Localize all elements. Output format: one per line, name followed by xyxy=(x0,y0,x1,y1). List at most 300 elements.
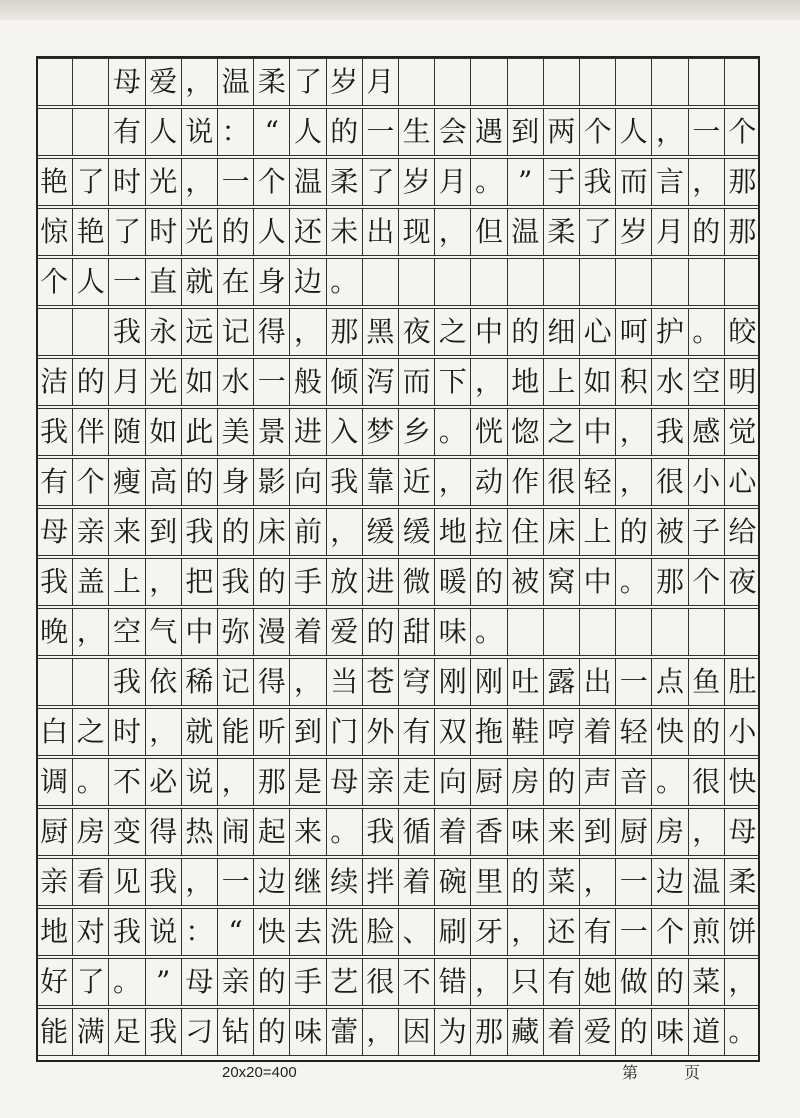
grid-cell: 她 xyxy=(579,959,615,1005)
grid-cell: 个 xyxy=(724,109,760,155)
grid-cell: 亲 xyxy=(40,865,69,898)
grid-cell: 中 xyxy=(579,559,615,605)
grid-cell: 缓 xyxy=(398,509,434,555)
text-row xyxy=(36,558,760,606)
grid-cell: 艺 xyxy=(326,959,362,1005)
grid-cell: 身 xyxy=(217,459,253,505)
grid-cell: 月 xyxy=(651,209,687,255)
grid-cell: 听 xyxy=(253,709,289,755)
grid-cell: 我 xyxy=(181,509,217,555)
grid-cell: 梦 xyxy=(362,409,398,455)
grid-cell: 有 xyxy=(579,909,615,955)
grid-cell: ” xyxy=(145,959,181,1005)
grid-cell: 温 xyxy=(688,859,724,905)
grid-cell: 那 xyxy=(724,159,760,205)
grid-cell: 光 xyxy=(145,159,181,205)
grid-cell: 我 xyxy=(217,559,253,605)
grid-cell: 的 xyxy=(217,509,253,555)
grid-cell: 温 xyxy=(507,209,543,255)
grid-cell: 高 xyxy=(145,459,181,505)
grid-cell: 的 xyxy=(217,209,253,255)
grid-cell: 煎 xyxy=(688,909,724,955)
grid-cell: 母 xyxy=(108,59,144,105)
grid-cell: 水 xyxy=(217,359,253,405)
grid-cell: ， xyxy=(434,459,470,505)
text-row xyxy=(36,258,760,306)
grid-cell: 藏 xyxy=(507,1009,543,1055)
grid-cell: 不 xyxy=(398,959,434,1005)
grid-cell: 柔 xyxy=(253,59,289,105)
grid-cell: 个 xyxy=(40,265,69,298)
grid-cell: 刷 xyxy=(434,909,470,955)
grid-cell xyxy=(72,659,108,705)
grid-cell: 到 xyxy=(579,809,615,855)
grid-cell: 窝 xyxy=(543,559,579,605)
grid-cell: 在 xyxy=(217,259,253,305)
grid-cell: ， xyxy=(362,1009,398,1055)
grid-cell: 两 xyxy=(543,109,579,155)
grid-cell: 月 xyxy=(434,159,470,205)
grid-cell: 肚 xyxy=(724,659,760,705)
grid-cell: 现 xyxy=(398,209,434,255)
grid-cell: ， xyxy=(688,159,724,205)
grid-cell: 一 xyxy=(615,859,651,905)
grid-cell: 岁 xyxy=(398,159,434,205)
grid-cell: 鱼 xyxy=(688,659,724,705)
grid-cell: 床 xyxy=(253,509,289,555)
grid-cell: 稀 xyxy=(181,659,217,705)
grid-cell: 直 xyxy=(145,259,181,305)
grid-cell: 生 xyxy=(398,109,434,155)
grid-cell: 一 xyxy=(217,159,253,205)
grid-cell: 弥 xyxy=(217,609,253,655)
grid-cell: 去 xyxy=(289,909,325,955)
grid-cell: 到 xyxy=(507,109,543,155)
grid-cell: 而 xyxy=(398,359,434,405)
grid-cell: 爱 xyxy=(326,609,362,655)
grid-cell: 的 xyxy=(470,559,506,605)
grid-cell: 里 xyxy=(470,859,506,905)
paper-top-edge xyxy=(0,0,800,20)
grid-cell: 于 xyxy=(543,159,579,205)
grid-cell: 的 xyxy=(362,609,398,655)
grid-cell: 被 xyxy=(651,509,687,555)
grid-cell: 房 xyxy=(507,759,543,805)
grid-cell: 岁 xyxy=(326,59,362,105)
grid-cell xyxy=(507,609,543,655)
grid-cell: 的 xyxy=(253,1009,289,1055)
text-row xyxy=(36,658,760,706)
grid-cell xyxy=(579,59,615,105)
text-row xyxy=(36,158,760,206)
grid-cell: 边 xyxy=(651,859,687,905)
grid-cell: 但 xyxy=(470,209,506,255)
grid-cell: ， xyxy=(217,759,253,805)
grid-cell: 黑 xyxy=(362,309,398,355)
grid-cell: 。 xyxy=(72,759,108,805)
grid-cell: 了 xyxy=(362,159,398,205)
grid-cell: 放 xyxy=(326,559,362,605)
grid-cell: 得 xyxy=(253,309,289,355)
grid-cell: 温 xyxy=(289,159,325,205)
grid-cell: 般 xyxy=(289,359,325,405)
grid-cell: 母 xyxy=(181,959,217,1005)
grid-cell: 有 xyxy=(398,709,434,755)
grid-cell: ： xyxy=(181,909,217,955)
grid-cell: 不 xyxy=(108,759,144,805)
grid-cell: 记 xyxy=(217,659,253,705)
grid-cell: 吐 xyxy=(507,659,543,705)
grid-cell: 漫 xyxy=(253,609,289,655)
grid-cell: 岁 xyxy=(615,209,651,255)
grid-cell: 香 xyxy=(470,809,506,855)
grid-cell: 景 xyxy=(253,409,289,455)
grid-cell: 必 xyxy=(145,759,181,805)
grid-cell xyxy=(724,259,760,305)
text-row xyxy=(36,958,760,1006)
grid-cell: 一 xyxy=(108,259,144,305)
grid-cell: 如 xyxy=(579,359,615,405)
grid-cell xyxy=(579,609,615,655)
grid-cell xyxy=(615,59,651,105)
grid-cell: 永 xyxy=(145,309,181,355)
text-row xyxy=(36,408,760,456)
grid-cell: 盖 xyxy=(72,559,108,605)
grid-cell xyxy=(470,59,506,105)
grid-cell: 爱 xyxy=(145,59,181,105)
page-number-label xyxy=(622,1060,700,1083)
grid-cell: 之 xyxy=(434,309,470,355)
grid-cell: 随 xyxy=(108,409,144,455)
grid-cell: 缓 xyxy=(362,509,398,555)
grid-cell: 轻 xyxy=(579,459,615,505)
grid-cell: 为 xyxy=(434,1009,470,1055)
grid-cell: “ xyxy=(253,109,289,155)
grid-cell: 双 xyxy=(434,709,470,755)
grid-cell: 调 xyxy=(40,765,69,798)
grid-cell: 着 xyxy=(579,709,615,755)
grid-cell: 母 xyxy=(40,515,69,548)
grid-cell: 厨 xyxy=(40,815,69,848)
grid-cell: ， xyxy=(688,809,724,855)
grid-cell: 而 xyxy=(615,159,651,205)
grid-cell: 地 xyxy=(507,359,543,405)
grid-cell: 。 xyxy=(326,259,362,305)
grid-cell: 我 xyxy=(40,415,69,448)
grid-cell: 到 xyxy=(289,709,325,755)
grid-cell: 。 xyxy=(434,409,470,455)
grid-cell: 我 xyxy=(579,159,615,205)
grid-cell: 快 xyxy=(253,909,289,955)
grid-cell: ， xyxy=(507,909,543,955)
grid-cell: 有 xyxy=(543,959,579,1005)
grid-cell xyxy=(36,59,72,105)
grid-cell: 时 xyxy=(108,159,144,205)
grid-cell: ， xyxy=(181,859,217,905)
grid-cell: 未 xyxy=(326,209,362,255)
grid-cell: 脸 xyxy=(362,909,398,955)
grid-cell: ， xyxy=(651,109,687,155)
grid-cell: 那 xyxy=(470,1009,506,1055)
grid-cell xyxy=(724,59,760,105)
grid-cell: 很 xyxy=(543,459,579,505)
grid-cell: 说 xyxy=(145,909,181,955)
grid-cell xyxy=(543,59,579,105)
grid-cell: 见 xyxy=(108,859,144,905)
grid-cell: 倾 xyxy=(326,359,362,405)
grid-cell: 菜 xyxy=(543,859,579,905)
grid-cell: 我 xyxy=(108,659,144,705)
grid-cell: ， xyxy=(470,359,506,405)
grid-cell: 动 xyxy=(470,459,506,505)
grid-cell: 个 xyxy=(253,159,289,205)
title-row xyxy=(36,58,760,106)
grid-cell xyxy=(36,659,72,705)
grid-cell: 影 xyxy=(253,459,289,505)
grid-cell: 一 xyxy=(253,359,289,405)
grid-cell: 了 xyxy=(289,59,325,105)
grid-cell: 继 xyxy=(289,859,325,905)
grid-cell: 中 xyxy=(181,609,217,655)
grid-cell: 柔 xyxy=(543,209,579,255)
grid-cell: 我 xyxy=(145,859,181,905)
text-row xyxy=(36,208,760,256)
grid-cell xyxy=(398,259,434,305)
grid-cell: 的 xyxy=(253,559,289,605)
grid-cell: 亲 xyxy=(362,759,398,805)
grid-cell: ， xyxy=(145,559,181,605)
grid-cell: 是 xyxy=(289,759,325,805)
grid-cell: 艳 xyxy=(72,209,108,255)
grid-cell: 了 xyxy=(108,209,144,255)
grid-cell: 人 xyxy=(289,109,325,155)
text-row xyxy=(36,808,760,856)
grid-cell: 钻 xyxy=(217,1009,253,1055)
grid-cell: 的 xyxy=(326,109,362,155)
grid-cell: ， xyxy=(615,409,651,455)
grid-cell: 美 xyxy=(217,409,253,455)
grid-cell: 了 xyxy=(579,209,615,255)
grid-cell xyxy=(615,609,651,655)
grid-cell: 之 xyxy=(543,409,579,455)
grid-cell xyxy=(651,59,687,105)
grid-cell: 穹 xyxy=(398,659,434,705)
grid-cell: 月 xyxy=(362,59,398,105)
grid-cell: 空 xyxy=(108,609,144,655)
grid-cell: 足 xyxy=(108,1009,144,1055)
grid-cell: 快 xyxy=(724,759,760,805)
grid-cell: 哼 xyxy=(543,709,579,755)
grid-cell: 感 xyxy=(688,409,724,455)
grid-cell: 心 xyxy=(724,459,760,505)
grid-cell: 的 xyxy=(688,709,724,755)
grid-cell: 光 xyxy=(145,359,181,405)
grid-cell: 出 xyxy=(362,209,398,255)
grid-cell: 声 xyxy=(579,759,615,805)
grid-cell: 门 xyxy=(326,709,362,755)
grid-cell: 靠 xyxy=(362,459,398,505)
grid-cell: 一 xyxy=(688,109,724,155)
grid-cell xyxy=(398,59,434,105)
grid-cell: 入 xyxy=(326,409,362,455)
grid-cell: 。 xyxy=(470,609,506,655)
grid-cell: 。 xyxy=(108,959,144,1005)
grid-cell: 闹 xyxy=(217,809,253,855)
grid-cell: 明 xyxy=(724,359,760,405)
grid-cell: “ xyxy=(217,909,253,955)
grid-cell: 向 xyxy=(289,459,325,505)
grid-cell: 住 xyxy=(507,509,543,555)
grid-cell: 拌 xyxy=(362,859,398,905)
text-row xyxy=(36,308,760,356)
grid-cell: 那 xyxy=(326,309,362,355)
grid-cell: 当 xyxy=(326,659,362,705)
grid-cell: 。 xyxy=(615,559,651,605)
grid-cell: 瘦 xyxy=(108,459,144,505)
grid-cell: 的 xyxy=(72,359,108,405)
grid-cell: 热 xyxy=(181,809,217,855)
grid-cell: 还 xyxy=(289,209,325,255)
grid-cell: 很 xyxy=(688,759,724,805)
text-row xyxy=(36,708,760,756)
grid-cell: 的 xyxy=(507,309,543,355)
grid-cell: 人 xyxy=(253,209,289,255)
text-row xyxy=(36,1008,760,1056)
grid-cell: 的 xyxy=(651,959,687,1005)
grid-cell: 得 xyxy=(145,809,181,855)
grid-cell: 鞋 xyxy=(507,709,543,755)
grid-cell: 之 xyxy=(72,709,108,755)
grid-cell: 言 xyxy=(651,159,687,205)
grid-cell: 恍 xyxy=(470,409,506,455)
text-row xyxy=(36,358,760,406)
grid-cell: 把 xyxy=(181,559,217,605)
grid-cell: ： xyxy=(217,109,253,155)
grid-cell xyxy=(579,259,615,305)
grid-cell: 时 xyxy=(108,709,144,755)
grid-cell: ， xyxy=(470,959,506,1005)
grid-cell: 晚 xyxy=(40,615,69,648)
text-row xyxy=(36,608,760,656)
grid-cell: 白 xyxy=(40,715,69,748)
grid-cell: ， xyxy=(289,309,325,355)
grid-cell xyxy=(36,109,72,155)
grid-cell: 我 xyxy=(326,459,362,505)
grid-cell: 小 xyxy=(724,709,760,755)
grid-cell xyxy=(651,259,687,305)
grid-cell xyxy=(470,259,506,305)
grid-cell: 给 xyxy=(724,509,760,555)
grid-cell: 惊 xyxy=(40,215,69,248)
grid-cell: 如 xyxy=(145,409,181,455)
grid-cell: 音 xyxy=(615,759,651,805)
grid-cell: 心 xyxy=(579,309,615,355)
grid-cell: 走 xyxy=(398,759,434,805)
grid-cell: 有 xyxy=(40,465,69,498)
grid-cell: 变 xyxy=(108,809,144,855)
grid-cell: 。 xyxy=(326,809,362,855)
grid-cell: 。 xyxy=(651,759,687,805)
grid-cell: 水 xyxy=(651,359,687,405)
grid-cell: 的 xyxy=(253,959,289,1005)
grid-cell: ， xyxy=(615,459,651,505)
grid-cell: 进 xyxy=(289,409,325,455)
grid-cell: 那 xyxy=(651,559,687,605)
grid-cell: 夜 xyxy=(724,559,760,605)
grid-cell xyxy=(507,59,543,105)
grid-cell: 牙 xyxy=(470,909,506,955)
grid-cell: 道 xyxy=(688,1009,724,1055)
grid-cell: 一 xyxy=(615,909,651,955)
grid-cell: ， xyxy=(145,709,181,755)
grid-cell: 厨 xyxy=(615,809,651,855)
grid-cell: 点 xyxy=(651,659,687,705)
grid-cell: 个 xyxy=(688,559,724,605)
grid-cell: 。 xyxy=(470,159,506,205)
grid-cell: 皎 xyxy=(724,309,760,355)
grid-cell: 如 xyxy=(181,359,217,405)
grid-cell: 护 xyxy=(651,309,687,355)
grid-cell: 爱 xyxy=(579,1009,615,1055)
grid-cell: 起 xyxy=(253,809,289,855)
grid-cell: ， xyxy=(434,209,470,255)
grid-cell: 循 xyxy=(398,809,434,855)
grid-cell: 因 xyxy=(398,1009,434,1055)
grid-cell: 手 xyxy=(289,559,325,605)
grid-cell: 前 xyxy=(289,509,325,555)
grid-cell: 外 xyxy=(362,709,398,755)
grid-cell: 我 xyxy=(651,409,687,455)
grid-cell xyxy=(688,259,724,305)
grid-cell: 的 xyxy=(688,209,724,255)
grid-cell: 刁 xyxy=(181,1009,217,1055)
grid-cell xyxy=(434,59,470,105)
grid-cell: ， xyxy=(72,609,108,655)
grid-cell: 就 xyxy=(181,259,217,305)
grid-cell: 微 xyxy=(398,559,434,605)
grid-cell: 边 xyxy=(253,859,289,905)
grid-cell: 着 xyxy=(434,809,470,855)
grid-cell: 伴 xyxy=(72,409,108,455)
grid-cell: 来 xyxy=(543,809,579,855)
grid-cell: 会 xyxy=(434,109,470,155)
grid-cell: 依 xyxy=(145,659,181,705)
grid-cell xyxy=(688,59,724,105)
grid-cell: 记 xyxy=(217,309,253,355)
grid-cell: 时 xyxy=(145,209,181,255)
grid-cell: 的 xyxy=(543,759,579,805)
grid-cell: 的 xyxy=(181,459,217,505)
grid-cell: 中 xyxy=(579,409,615,455)
grid-cell: 个 xyxy=(579,109,615,155)
grid-cell: 人 xyxy=(72,259,108,305)
grid-cell: 人 xyxy=(615,109,651,155)
grid-cell: 艳 xyxy=(40,165,69,198)
grid-cell: 。 xyxy=(688,309,724,355)
grid-cell: 只 xyxy=(507,959,543,1005)
grid-cell: 很 xyxy=(362,959,398,1005)
grid-cell: ， xyxy=(579,859,615,905)
grid-cell: 呵 xyxy=(615,309,651,355)
grid-cell: 蕾 xyxy=(326,1009,362,1055)
grid-cell: 味 xyxy=(651,1009,687,1055)
grid-cell: 拉 xyxy=(470,509,506,555)
grid-cell: 我 xyxy=(145,1009,181,1055)
grid-cell: 下 xyxy=(434,359,470,405)
grid-cell: 很 xyxy=(651,459,687,505)
grid-cell: 光 xyxy=(181,209,217,255)
grid-cell: 我 xyxy=(108,309,144,355)
